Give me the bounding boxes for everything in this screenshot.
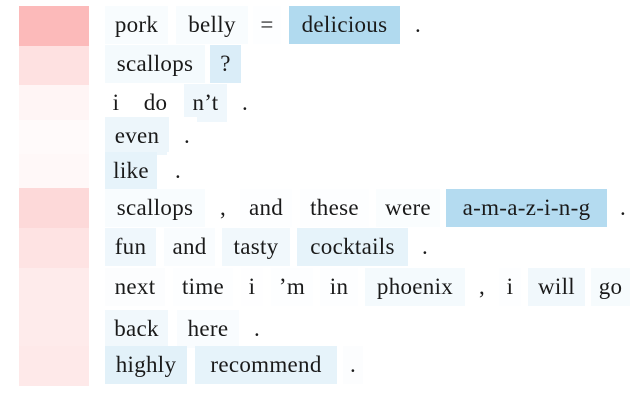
word-token: were bbox=[376, 189, 440, 227]
sentence-weight-bar bbox=[19, 188, 89, 228]
word-token: next bbox=[105, 268, 165, 306]
word-token: these bbox=[300, 189, 369, 227]
word-token: and bbox=[164, 228, 215, 266]
word-token: back bbox=[105, 310, 168, 348]
word-token: . bbox=[177, 117, 197, 155]
word-token: in bbox=[320, 268, 358, 306]
word-token: ? bbox=[210, 45, 241, 83]
word-token: time bbox=[173, 268, 233, 306]
word-token: n’t bbox=[184, 84, 227, 122]
sentence-weight-bar bbox=[19, 228, 89, 268]
word-token: a-m-a-z-i-n-g bbox=[446, 189, 607, 227]
word-token: even bbox=[105, 117, 169, 155]
word-token: pork bbox=[105, 6, 168, 44]
word-token: . bbox=[246, 310, 268, 348]
word-token: , bbox=[472, 268, 492, 306]
word-token: = bbox=[253, 6, 281, 44]
word-token: cocktails bbox=[297, 228, 408, 266]
word-token: and bbox=[240, 189, 292, 227]
word-token: i bbox=[499, 268, 521, 306]
word-token: will bbox=[528, 268, 585, 306]
word-token: here bbox=[177, 310, 239, 348]
word-token: , bbox=[212, 189, 234, 227]
word-token: . bbox=[167, 152, 189, 190]
word-token: tasty bbox=[222, 228, 290, 266]
sentence-weight-bar bbox=[19, 154, 89, 188]
sentence-weight-bar bbox=[19, 6, 89, 46]
word-token: like bbox=[105, 152, 157, 190]
word-token: . bbox=[613, 189, 633, 227]
sentence-weight-bar bbox=[19, 268, 89, 346]
word-token: scallops bbox=[105, 45, 205, 83]
word-token: . bbox=[343, 346, 363, 384]
word-token: . bbox=[235, 84, 255, 122]
word-token: belly bbox=[176, 6, 248, 44]
word-token: highly bbox=[105, 346, 187, 384]
word-token: go bbox=[591, 268, 630, 306]
word-token: delicious bbox=[289, 6, 400, 44]
word-token: i bbox=[105, 84, 127, 122]
sentence-weight-bar bbox=[19, 85, 89, 120]
word-token: . bbox=[408, 6, 428, 44]
word-token: recommend bbox=[195, 346, 337, 384]
word-token: . bbox=[415, 228, 435, 266]
sentence-weight-bar bbox=[19, 46, 89, 85]
word-token: i bbox=[241, 268, 263, 306]
word-token: scallops bbox=[105, 189, 205, 227]
word-token: do bbox=[135, 84, 176, 122]
sentence-weight-bar bbox=[19, 120, 89, 154]
sentence-weight-bar bbox=[19, 346, 89, 386]
word-token: fun bbox=[105, 228, 156, 266]
word-token: ’m bbox=[271, 268, 313, 306]
word-token: phoenix bbox=[365, 268, 465, 306]
